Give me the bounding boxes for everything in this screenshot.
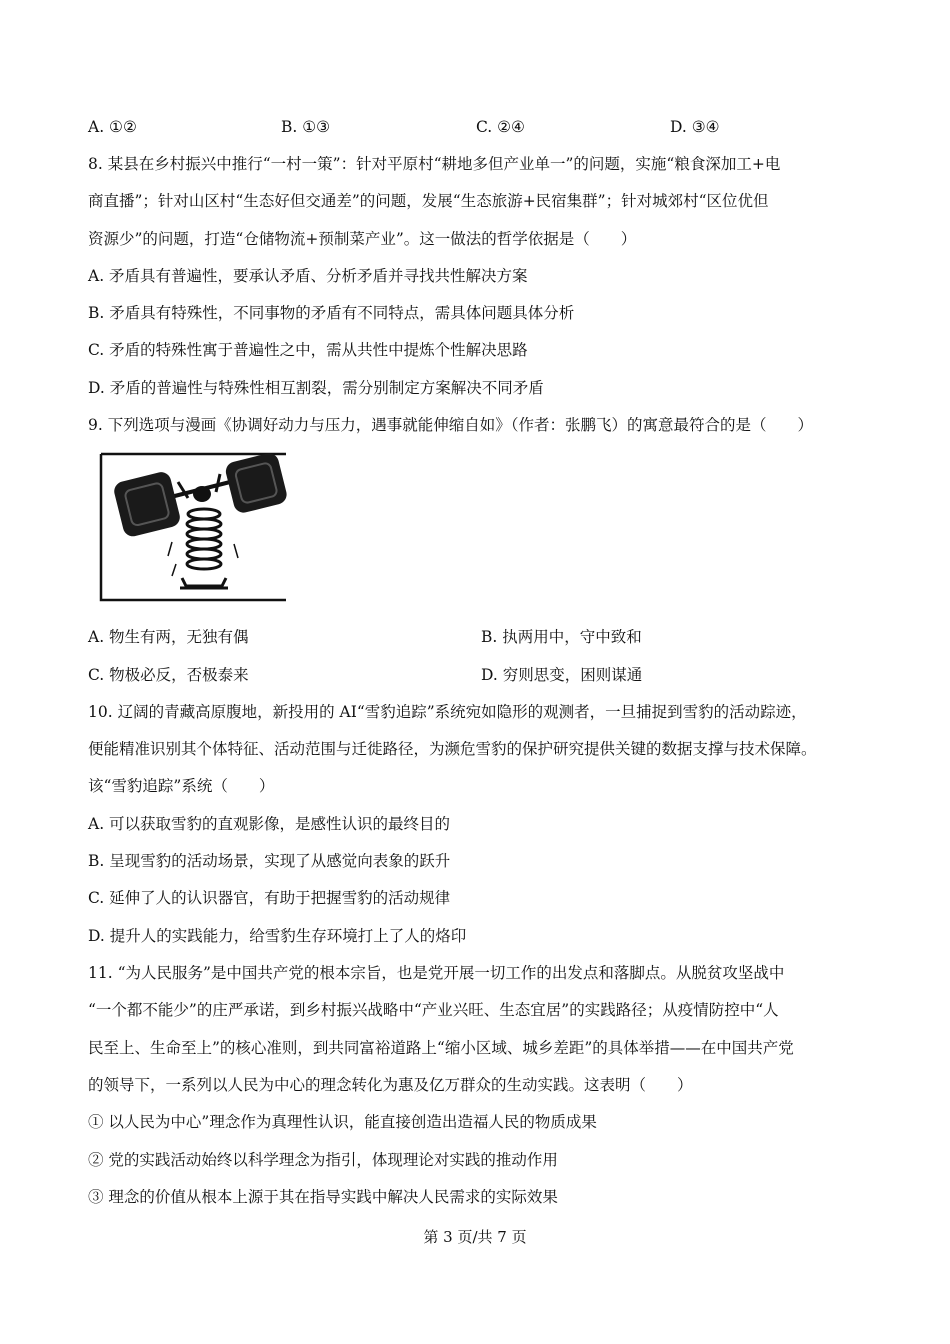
q10-stem-line-1: 10. 辽阔的青藏高原腹地，新投用的 AI“雪豹追踪”系统宛如隐形的观测者，一旦捕捉到雪豹的活动踪迹， xyxy=(88,703,807,721)
q7-option-c: C. ②④ xyxy=(476,118,525,136)
q11-stem-line-3: 民至上、生命至上”的核心准则，到共同富裕道路上“缩小区域、城乡差距”的具体举措——在中国共产党 xyxy=(88,1039,794,1057)
q11-stem-line-2: “一个都不能少”的庄严承诺，到乡村振兴战略中“产业兴旺、生态宜居”的实践路径；从疫情防控中“人 xyxy=(88,1001,779,1019)
q11-stem-line-4: 的领导下，一系列以人民为中心的理念转化为惠及亿万群众的生动实践。这表明（ ） xyxy=(88,1076,693,1094)
q10-option-c: C. 延伸了人的认识器官，有助于把握雪豹的活动规律 xyxy=(88,889,451,907)
q10-option-a: A. 可以获取雪豹的直观影像，是感性认识的最终目的 xyxy=(88,815,451,833)
q8-stem-line-3: 资源少”的问题，打造“仓储物流+预制菜产业”。这一做法的哲学依据是（ ） xyxy=(88,230,637,248)
q8-option-b: B. 矛盾具有特殊性，不同事物的矛盾有不同特点，需具体问题具体分析 xyxy=(88,304,575,322)
q10-stem-line-2: 便能精准识别其个体特征、活动范围与迁徙路径，为濒危雪豹的保护研究提供关键的数据支撑与技术保障。 xyxy=(88,740,817,758)
cartoon-image xyxy=(98,452,290,604)
q7-option-a: A. ①② xyxy=(88,118,137,136)
q9-option-a: A. 物生有两，无独有偶 xyxy=(88,628,249,646)
q8-option-d: D. 矛盾的普遍性与特殊性相互割裂，需分别制定方案解决不同矛盾 xyxy=(88,379,544,397)
q11-statement-3: ③ 理念的价值从根本上源于其在指导实践中解决人民需求的实际效果 xyxy=(88,1188,558,1206)
q9-option-b: B. 执两用中，守中致和 xyxy=(481,628,642,646)
q7-option-d: D. ③④ xyxy=(670,118,720,136)
q8-option-c: C. 矛盾的特殊性寓于普遍性之中，需从共性中提炼个性解决思路 xyxy=(88,341,528,359)
q7-option-b: B. ①③ xyxy=(281,118,331,136)
q11-statement-2: ② 党的实践活动始终以科学理念为指引，体现理论对实践的推动作用 xyxy=(88,1151,558,1169)
q8-option-a: A. 矛盾具有普遍性，要承认矛盾、分析矛盾并寻找共性解决方案 xyxy=(88,267,528,285)
page-footer: 第 3 页/共 7 页 xyxy=(423,1228,527,1246)
q10-stem-line-3: 该“雪豹追踪”系统（ ） xyxy=(88,777,275,795)
q11-statement-1: ① 以人民为中心”理念作为真理性认识，能直接创造出造福人民的物质成果 xyxy=(88,1113,597,1131)
q11-stem-line-1: 11. “为人民服务”是中国共产党的根本宗旨，也是党开展一切工作的出发点和落脚点。从脱贫攻坚战中 xyxy=(88,964,785,982)
q9-option-c: C. 物极必反，否极泰来 xyxy=(88,666,249,684)
q8-stem-line-2: 商直播”；针对山区村“生态好但交通差”的问题，发展“生态旅游+民宿集群”；针对城郊村“区位优但 xyxy=(88,192,769,210)
q10-option-d: D. 提升人的实践能力，给雪豹生存环境打上了人的烙印 xyxy=(88,927,467,945)
q10-option-b: B. 呈现雪豹的活动场景，实现了从感觉向表象的跃升 xyxy=(88,852,451,870)
q8-stem-line-1: 8. 某县在乡村振兴中推行“一村一策”：针对平原村“耕地多但产业单一”的问题，实施“粮食深加工+电 xyxy=(88,155,781,173)
q9-option-d: D. 穷则思变，困则谋通 xyxy=(481,666,643,684)
q9-stem: 9. 下列选项与漫画《协调好动力与压力，遇事就能伸缩自如》（作者：张鹏飞）的寓意最符合的是（ ） xyxy=(88,416,813,434)
